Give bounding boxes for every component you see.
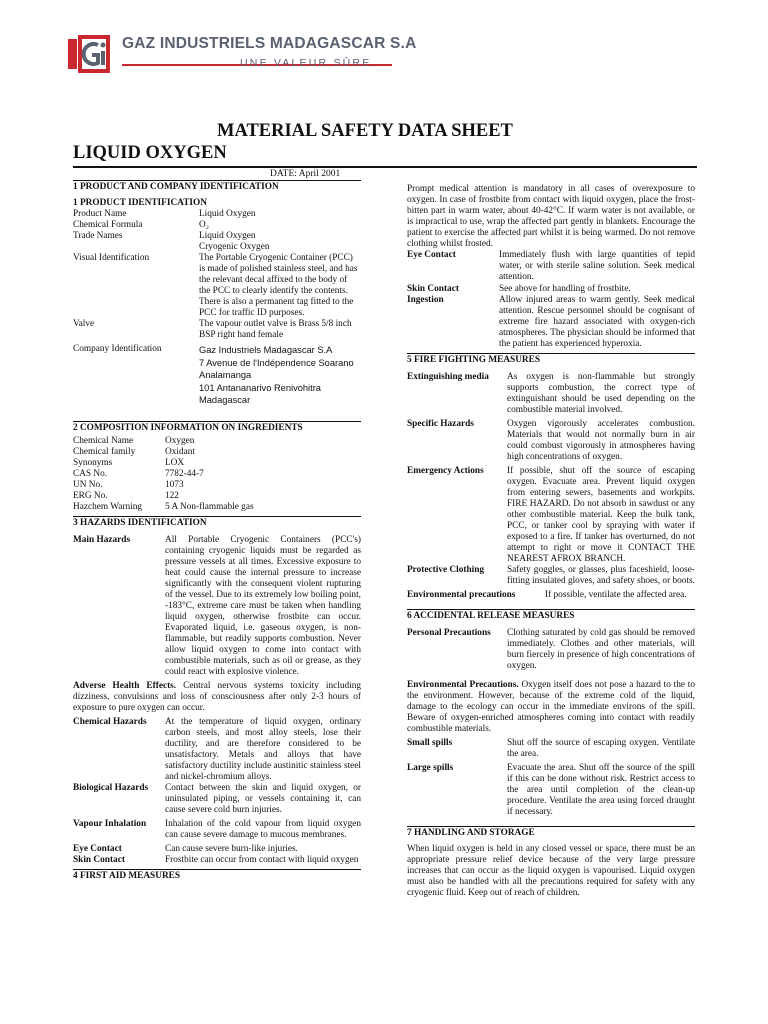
title-divider [73,166,697,168]
right-column [407,184,695,899]
handling-storage-text: When liquid oxygen is held in any closed vessel or space, there must be an appropriate pressure relief device because of the very large pressure increases that can occur as the liquid oxygen is vapourised. Liquid oxygen must also be handled with all the precautions required for safety with any cryogenic fluid. Keep out of reach of children. [407,844,695,898]
large-spills-row: Large spills Evacuate the area. Shut off the source of the spill if this can be done without risk. Restrict access to the area until completion of the clean-up procedure. Ventilate the area using forced draught if necessary. [407,763,695,817]
table-row: Product Name Liquid Oxygen [73,209,256,219]
extinguishing-media-row: Extinguishing media As oxygen is non-flammable but strongly supports combustion, the correct type of extinguishant should be used depending on the combustible material involved. [407,372,695,415]
table-row: Synonyms LOX [73,457,185,468]
product-identification-heading: 1 PRODUCT IDENTIFICATION [73,198,207,208]
table-row: CAS No. 7782-44-7 [73,468,204,479]
section-2-heading: 2 COMPOSITION INFORMATION ON INGREDIENTS [73,421,361,436]
emergency-actions-row: Emergency Actions If possible, shut off the source of escaping oxygen. Evacuate area. Prevent liquid oxygen from entering sewers, basements and workpits. FIRE HAZARD. Do not absorb in sawdust or any other combustible material. Keep the bulk tank, PCC, or tanker cool by spraying with water if exposed to a fire. If tanker has overturned, do not attempt to right or move it CONTACT THE NEAREST AFROX BRANCH. [407,466,695,564]
protective-clothing-row: Protective Clothing Safety goggles, or glasses, plus faceshield, loose-fitting insulated gloves, and safety shoes, or boots. [407,565,695,586]
skin-contact-row: Skin Contact Frostbite can occur from contact with liquid oxygen [73,854,359,865]
table-row: Chemical family Oxidant [73,446,195,457]
first-aid-ingestion-row: Ingestion Allow injured areas to warm gently. Seek medical attention. Rescue personnel should be cognisant of extreme fire hazard associated with oxygen-rich atmospheres. The physician should be informed that the patient has experienced hyperoxia. [407,295,695,349]
table-row: Visual Identification The Portable Cryogenic Container (PCC) is made of polished stainless steel, and has the relevant decal affixed to the body of the PCC to clearly identify the contents. There is also a permanent tag fitted to the PCC for traffic ID purposes. [73,253,358,318]
section-1-heading: 1 PRODUCT AND COMPANY IDENTIFICATION [73,180,361,195]
company-logo-icon [68,33,112,75]
company-name: GAZ INDUSTRIELS MADAGASCAR S.A [122,35,417,52]
tagline: UNE VALEUR SÛRE [240,57,372,69]
product-title: LIQUID OXYGEN [73,143,227,163]
section-5-heading: 5 FIRE FIGHTING MEASURES [407,353,695,368]
chemical-hazards-row: Chemical Hazards At the temperature of liquid oxygen, ordinary carbon steels, and most alloy steels, lose their ductility, and are therefore considered to be unsatisfactory. Metals and alloys that have satisfactory ductility include austinitic stainless steel and nickel-chromium alloys. [73,716,361,782]
left-column [73,180,361,884]
small-spills-row: Small spills Shut off the source of escaping oxygen. Ventilate the area. [407,738,695,759]
main-hazards-row: Main Hazards All Portable Cryogenic Containers (PCC's) containing cryogenic liquids must be regarded as pressure vessels at all times. Excessive exposure to heat could cause the internal pressure to increase significantly with the consequent violent rupturing of the vessel. Due to its extremely low boiling point, -183°C, extreme care must be taken when handling liquid oxygen, otherwise frostbite can occur. Evaporated liquid, i.e. gaseous oxygen, is non-flammable, but readily supports combustion. Never allow liquid oxygen to come into contact with combustible materials, such as oil or grease, as they could react with explosive violence. [73,534,361,677]
document-title: MATERIAL SAFETY DATA SHEET [217,121,513,141]
table-row: ERG No. 122 [73,490,179,501]
environmental-precautions-row: Environmental precautions If possible, ventilate the affected area. [407,590,687,600]
table-row: Trade Names Liquid Oxygen [73,231,256,241]
product-identification-table [73,209,361,407]
section-3-heading: 3 HAZARDS IDENTIFICATION [73,516,361,531]
vapour-inhalation-row: Vapour Inhalation Inhalation of the cold vapour from liquid oxygen can cause severe damage to mucous membranes. [73,818,361,840]
document-date: DATE: April 2001 [270,169,341,179]
first-aid-intro: Prompt medical attention is mandatory in all cases of overexposure to oxygen. In case of frostbite from contact with liquid oxygen, place the frost-bitten part in warm water, about 40-42°C. If warm water is not available, or is impractical to use, wrap the affected part gently in blankets. Encourage the patient to exercise the affected part whilst it is being warmed. Do not remove clothing whilst frosted. [407,184,695,249]
accidental-environmental-precautions: Environmental Precautions. Oxygen itself does not pose a hazard to the to the environment. However, because of the extreme cold of the liquid, damage to the ecology can occur in the immediate environs of the spill. Beware of oxygen-enriched atmospheres coming into contact with readily combustible materials. [407,680,695,734]
specific-hazards-row: Specific Hazards Oxygen vigorously accelerates combustion. Materials that would not normally burn in air could combust vigorously in atmospheres having high concentrations of oxygen. [407,419,695,462]
section-7-heading: 7 HANDLING AND STORAGE [407,826,695,841]
first-aid-skin-contact-row: Skin Contact See above for handling of frostbite. [407,284,631,294]
table-row: Chemical Formula O₂ [73,220,209,230]
table-row: Hazchem Warning 5 A Non-flammable gas [73,501,254,512]
biological-hazards-row: Biological Hazards Contact between the skin and liquid oxygen, or uninsulated piping, or vessels containing it, can cause severe cold burn injuries. [73,782,361,815]
composition-table [73,436,361,513]
adverse-health-effects: Adverse Health Effects. Central nervous systems toxicity including dizziness, convulsions and loss of consciousness after only 2-3 hours of exposure to pure oxygen can occur. [73,680,362,713]
table-row: UN No. 1073 [73,479,184,490]
table-row: Cryogenic Oxygen [199,242,270,252]
personal-precautions-row: Personal Precautions Clothing saturated by cold gas should be removed immediately. Clothes and other materials, will burn fiercely in presence of high concentrations of oxygen. [407,628,695,671]
table-row: Chemical Name Oxygen [73,435,195,446]
eye-contact-row: Eye Contact Can cause severe burn-like injuries. [73,843,298,854]
section-6-heading: 6 ACCIDENTAL RELEASE MEASURES [407,609,695,624]
section-4-heading: 4 FIRST AID MEASURES [73,869,361,884]
first-aid-eye-contact-row: Eye Contact Immediately flush with large quantities of tepid water, or with sterile saline solution. Seek medical attention. [407,250,695,282]
company-identification-row: Company Identification Gaz Industriels Madagascar S.A 7 Avenue de l'Indépendence Soarano Analamanga 101 Antananarivo Renivohitra Madagascar [73,344,354,405]
table-row: Valve The vapour outlet valve is Brass 5/8 inch BSP right hand female [73,319,352,340]
